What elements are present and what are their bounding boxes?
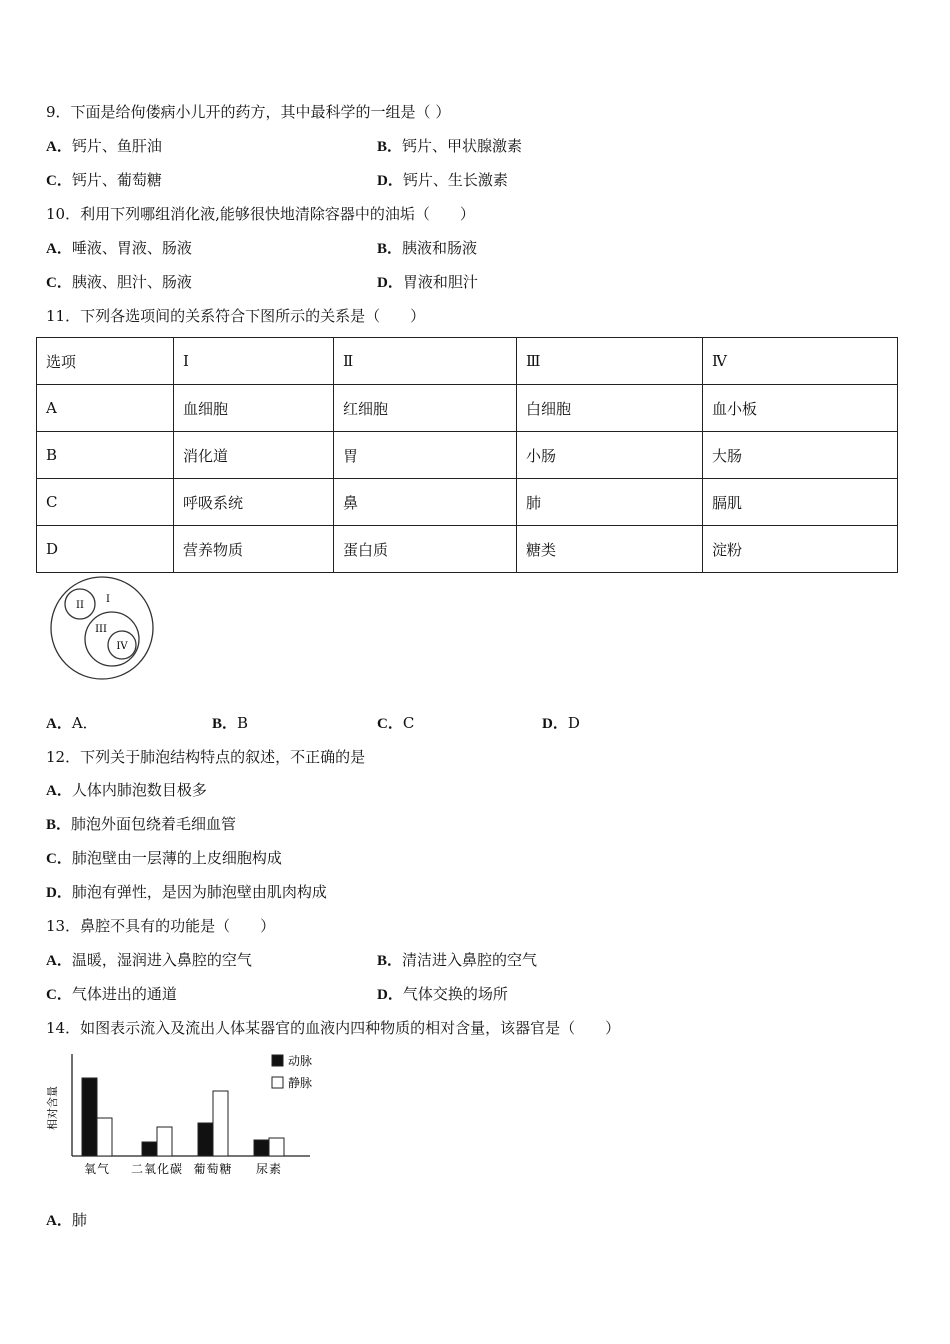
bar-动脉	[142, 1142, 157, 1156]
table-cell: A	[37, 385, 174, 432]
venn-diagram	[46, 573, 161, 685]
table-cell: 蛋白质	[334, 526, 517, 573]
table-cell: 血小板	[703, 385, 898, 432]
table-header-cell: 选项	[37, 338, 174, 385]
table-cell: 白细胞	[517, 385, 703, 432]
q11-option-d: D．D	[542, 714, 580, 732]
table-row	[37, 526, 898, 573]
table-cell: C	[37, 479, 174, 526]
x-tick-label: 尿素	[255, 1162, 283, 1176]
q10-option-c: C．胰液、胆汁、肠液	[46, 273, 192, 291]
q9-stem: 9．下面是给佝偻病小儿开的药方，其中最科学的一组是（ ）	[46, 103, 451, 121]
q11-option-a: A．A．	[46, 714, 98, 732]
q14-stem: 14．如图表示流入及流出人体某器官的血液内四种物质的相对含量，该器官是（ ）	[46, 1019, 621, 1037]
q12-option-c: C．肺泡壁由一层薄的上皮细胞构成	[46, 849, 282, 867]
q12-stem: 12．下列关于肺泡结构特点的叙述，不正确的是	[46, 748, 366, 766]
q12-option-a: A．人体内肺泡数目极多	[46, 781, 207, 799]
table-cell: 红细胞	[334, 385, 517, 432]
bar-动脉	[254, 1140, 269, 1156]
venn-label-iv: IV	[116, 641, 128, 652]
table-header-cell: Ⅰ	[174, 338, 334, 385]
table-cell: 大肠	[703, 432, 898, 479]
legend-swatch	[272, 1055, 283, 1066]
venn-label-i: I	[106, 594, 110, 605]
q9-option-b: B．钙片、甲状腺激素	[377, 137, 523, 155]
table-cell: 小肠	[517, 432, 703, 479]
bar-动脉	[82, 1078, 97, 1156]
table-cell: 膈肌	[703, 479, 898, 526]
legend-label: 静脉	[288, 1076, 313, 1090]
q10-option-b: B．胰液和肠液	[377, 239, 478, 257]
q13-option-b: B．清洁进入鼻腔的空气	[377, 951, 538, 969]
q13-option-d: D．气体交换的场所	[377, 985, 508, 1003]
table-header-cell: Ⅳ	[703, 338, 898, 385]
table-cell: 鼻	[334, 479, 517, 526]
q10-option-a: A．唾液、胃液、肠液	[46, 239, 192, 257]
table-cell: 血细胞	[174, 385, 334, 432]
q9-option-d: D．钙片、生长激素	[377, 171, 508, 189]
q12-option-b: B．肺泡外面包绕着毛细血管	[46, 815, 237, 833]
q9-option-c: C．钙片、葡萄糖	[46, 171, 162, 189]
bar-静脉	[269, 1138, 284, 1156]
bar-动脉	[198, 1123, 213, 1156]
q11-stem: 11．下列各选项间的关系符合下图所示的关系是（ ）	[46, 307, 426, 325]
q10-stem: 10．利用下列哪组消化液,能够很快地清除容器中的油垢（ ）	[46, 205, 475, 223]
venn-label-ii: II	[76, 600, 84, 611]
x-tick-label: 氧气	[83, 1162, 111, 1176]
table-cell: B	[37, 432, 174, 479]
table-cell: 营养物质	[174, 526, 334, 573]
table-cell: 消化道	[174, 432, 334, 479]
table-row	[37, 479, 898, 526]
table-row	[37, 432, 898, 479]
venn-label-iii: III	[95, 624, 107, 635]
table-header-cell: Ⅲ	[517, 338, 703, 385]
table-cell: D	[37, 526, 174, 573]
table-cell: 糖类	[517, 526, 703, 573]
q11-option-b: B．B	[212, 714, 249, 732]
q10-option-d: D．胃液和胆汁	[377, 273, 478, 291]
table-header-row	[37, 338, 898, 385]
q11-table	[36, 337, 898, 573]
table-row	[37, 385, 898, 432]
y-axis-label: 相对含量	[46, 1086, 59, 1130]
bar-静脉	[157, 1127, 172, 1156]
table-cell: 胃	[334, 432, 517, 479]
x-tick-label: 葡萄糖	[193, 1162, 233, 1176]
legend-label: 动脉	[288, 1054, 313, 1068]
bar-静脉	[213, 1091, 228, 1156]
q9-option-a: A．钙片、鱼肝油	[46, 137, 162, 155]
table-cell: 淀粉	[703, 526, 898, 573]
circle-iii	[85, 612, 139, 666]
legend-swatch	[272, 1077, 283, 1088]
table-header-cell: Ⅱ	[334, 338, 517, 385]
q13-stem: 13．鼻腔不具有的功能是（ ）	[46, 917, 276, 935]
bar-chart	[46, 1048, 326, 1180]
q12-option-d: D．肺泡有弹性，是因为肺泡壁由肌肉构成	[46, 883, 327, 901]
q14-option-a: A．肺	[46, 1211, 87, 1229]
bar-静脉	[97, 1118, 112, 1156]
table-cell: 呼吸系统	[174, 479, 334, 526]
q13-option-a: A．温暖，湿润进入鼻腔的空气	[46, 951, 252, 969]
q11-option-c: C．C	[377, 714, 415, 732]
table-cell: 肺	[517, 479, 703, 526]
x-tick-label: 二氧化碳	[130, 1162, 184, 1176]
q13-option-c: C．气体进出的通道	[46, 985, 177, 1003]
